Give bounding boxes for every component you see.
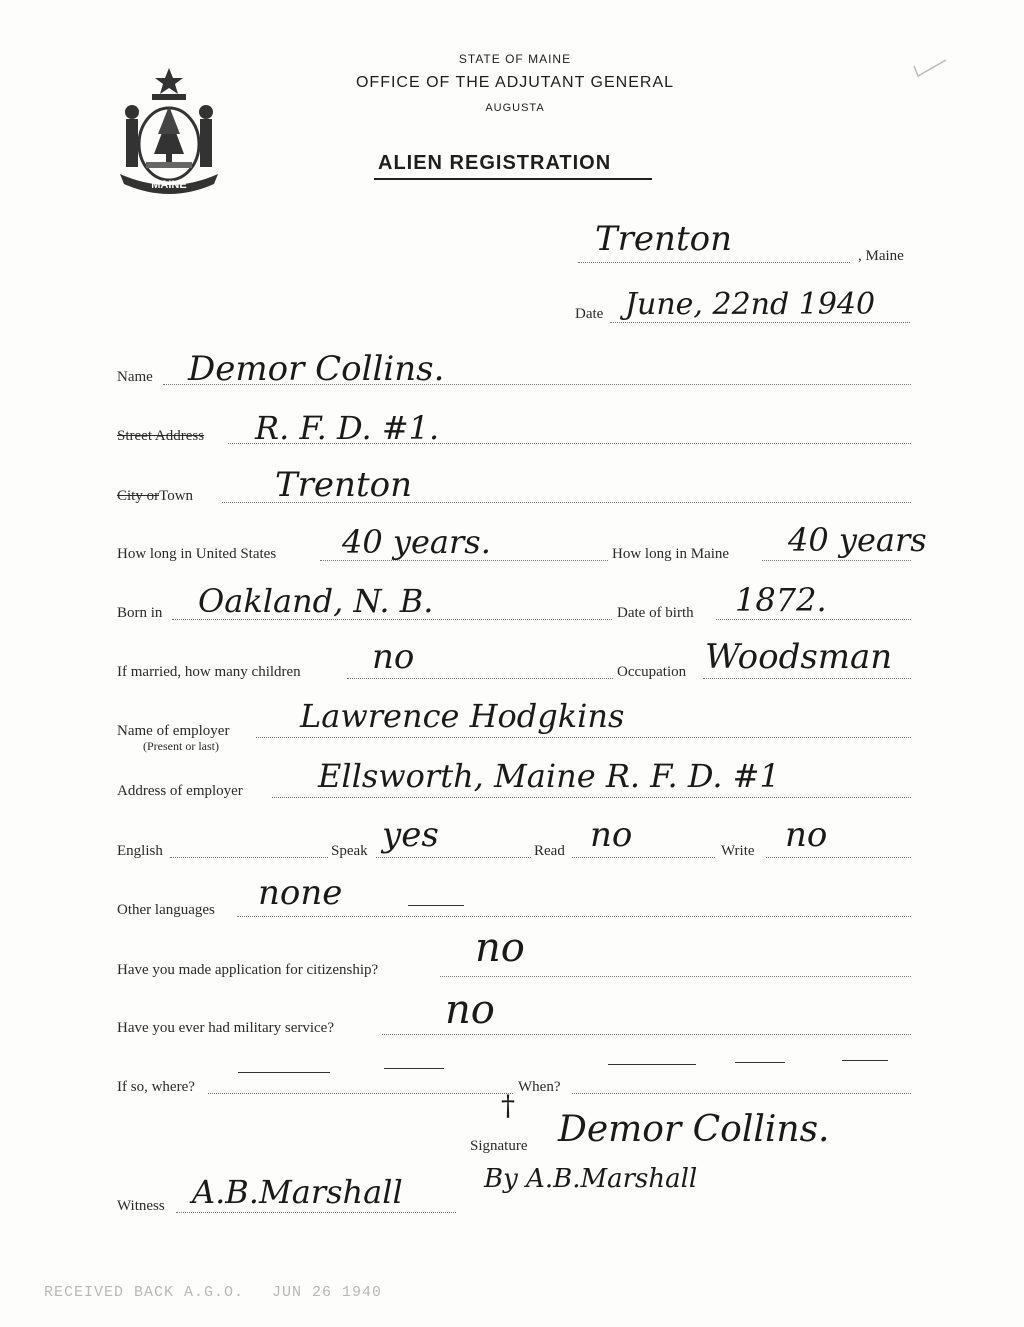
header-state: STATE OF MAINE — [458, 52, 572, 66]
page-title: ALIEN REGISTRATION — [378, 152, 612, 174]
occupation-line — [703, 678, 911, 679]
other-languages-dash — [408, 905, 464, 906]
employer-name-label: Name of employer — [117, 723, 230, 739]
received-stamp — [44, 1284, 382, 1301]
citizenship-line — [440, 976, 911, 977]
citizenship-label: Have you made application for citizenship? — [117, 962, 379, 978]
other-languages-label: Other languages — [117, 902, 215, 918]
employer-name-sublabel: (Present or last) — [143, 739, 219, 753]
witness-label: Witness — [117, 1198, 165, 1214]
military-value: no — [445, 987, 495, 1033]
received-stamp-text: RECEIVED BACK A.G.O. — [44, 1284, 245, 1301]
state-seal-icon — [110, 64, 228, 194]
write-label: Write — [721, 843, 755, 859]
town-top-line — [578, 262, 850, 263]
speak-value: yes — [382, 815, 439, 855]
speak-label: Speak — [331, 843, 368, 859]
when-dash-2 — [735, 1062, 785, 1063]
born-in-label: Born in — [117, 605, 163, 621]
town-label-text: Town — [159, 488, 194, 504]
long-us-value: 40 years. — [342, 523, 491, 561]
signature-by-value: By A.B.Marshall — [484, 1164, 698, 1194]
date-value: June, 22nd 1940 — [625, 287, 876, 322]
when-dash-3 — [842, 1060, 888, 1061]
name-label: Name — [117, 369, 153, 385]
occupation-value: Woodsman — [705, 637, 893, 677]
employer-name-line — [256, 737, 911, 738]
read-value: no — [590, 815, 633, 855]
where-line — [208, 1093, 513, 1094]
military-label: Have you ever had military service? — [117, 1020, 334, 1036]
signature-value: Demor Collins. — [558, 1109, 830, 1150]
where-dash-1 — [238, 1072, 330, 1073]
other-languages-value: none — [258, 873, 343, 913]
born-in-value: Oakland, N. B. — [198, 582, 434, 620]
children-label: If married, how many children — [117, 664, 301, 680]
header-office: OFFICE OF THE ADJUTANT GENERAL — [355, 74, 675, 91]
other-languages-line — [237, 916, 911, 917]
read-label: Read — [534, 843, 565, 859]
long-us-label: How long in United States — [117, 546, 277, 562]
received-stamp-date: JUN 26 1940 — [272, 1284, 383, 1301]
name-value: Demor Collins. — [188, 349, 445, 389]
city-or-label: City or — [117, 488, 160, 504]
where-dash-2 — [384, 1068, 444, 1069]
write-line — [766, 857, 911, 858]
date-label: Date — [575, 306, 604, 322]
military-line — [382, 1034, 911, 1035]
title-underline — [374, 178, 652, 180]
witness-line — [176, 1212, 456, 1213]
speak-line — [376, 857, 531, 858]
employer-name-value: Lawrence Hodgkins — [300, 697, 625, 735]
long-maine-line — [762, 560, 911, 561]
seal-banner-text: MAINE — [151, 179, 187, 191]
date-of-birth-value: 1872. — [735, 581, 827, 619]
witness-value: A.B.Marshall — [192, 1173, 403, 1211]
date-line — [610, 322, 910, 323]
children-line — [347, 678, 613, 679]
date-of-birth-line — [716, 619, 911, 620]
employer-address-value: Ellsworth, Maine R. F. D. #1 — [318, 757, 780, 795]
when-line — [572, 1093, 911, 1094]
when-dash-1 — [608, 1064, 696, 1065]
occupation-label: Occupation — [617, 664, 687, 680]
street-address-value: R. F. D. #1. — [255, 409, 440, 447]
where-label: If so, where? — [117, 1079, 195, 1095]
street-address-label: Street Address — [117, 428, 205, 444]
read-line — [572, 857, 715, 858]
town-top-value: Trenton — [595, 219, 732, 259]
children-value: no — [372, 637, 415, 677]
date-of-birth-label: Date of birth — [617, 605, 694, 621]
long-maine-label: How long in Maine — [612, 546, 730, 562]
when-label: When? — [518, 1079, 561, 1095]
english-label: English — [117, 843, 163, 859]
citizenship-value: no — [475, 925, 525, 971]
town-label — [117, 488, 193, 505]
write-value: no — [785, 815, 828, 855]
employer-address-label: Address of employer — [117, 783, 243, 799]
long-maine-value: 40 years — [788, 521, 927, 559]
check-mark-icon — [910, 56, 950, 80]
signature-mark: † — [501, 1089, 515, 1122]
employer-address-line — [272, 797, 911, 798]
town-value: Trenton — [275, 465, 412, 505]
english-line — [170, 857, 328, 858]
signature-label: Signature — [470, 1138, 528, 1154]
header-city: AUGUSTA — [485, 102, 545, 114]
maine-label: , Maine — [858, 248, 904, 264]
